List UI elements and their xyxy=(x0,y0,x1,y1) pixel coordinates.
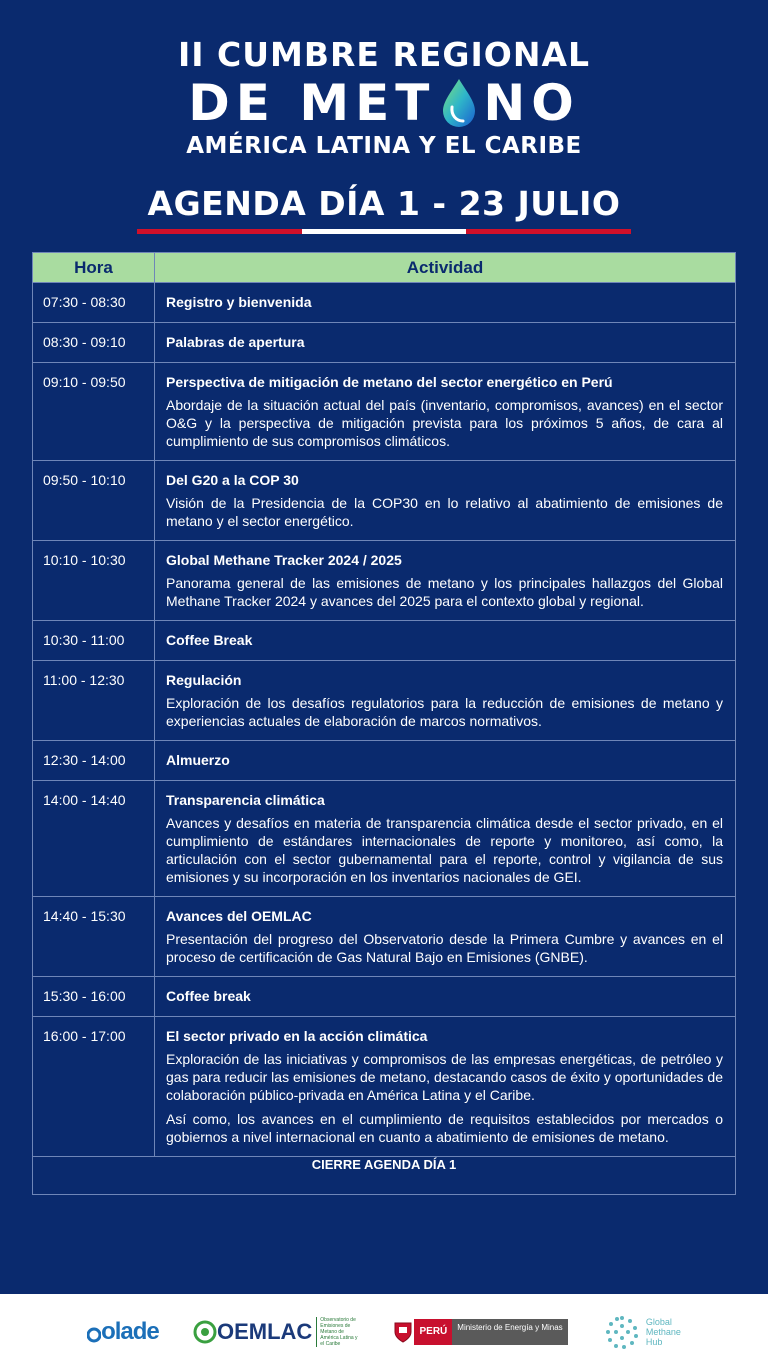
gmh-word-1: Global xyxy=(645,1316,672,1327)
methane-drop-icon xyxy=(439,77,479,129)
agenda-time: 14:40 - 15:30 xyxy=(33,897,155,977)
flag-red-left xyxy=(137,229,302,234)
activity-title: Del G20 a la COP 30 xyxy=(166,472,299,488)
activity-title: Palabras de apertura xyxy=(166,334,305,350)
table-header-row xyxy=(33,253,736,283)
table-row xyxy=(33,621,736,661)
olade-logo xyxy=(87,1318,159,1346)
sponsor-footer xyxy=(0,1294,768,1369)
agenda-activity xyxy=(155,977,736,1017)
agenda-activity xyxy=(155,661,736,741)
closing-row xyxy=(33,1157,736,1195)
title-line-2 xyxy=(0,74,768,132)
table-row xyxy=(33,363,736,461)
agenda-activity xyxy=(155,461,736,541)
activity-description: Exploración de los desafíos regulatorios para la reducción de emisiones de metano y experiencias actuales de elaboración de marcos normativos. xyxy=(166,695,723,729)
agenda-time: 16:00 - 17:00 xyxy=(33,1017,155,1157)
agenda-time: 09:10 - 09:50 xyxy=(33,363,155,461)
table-row xyxy=(33,283,736,323)
olade-wordmark: olade xyxy=(101,1317,159,1345)
agenda-time: 12:30 - 14:00 xyxy=(33,741,155,781)
agenda-body xyxy=(33,283,736,1157)
title-line-2-left: DE MET xyxy=(188,74,436,132)
activity-description: Avances y desafíos en materia de transparencia climática desde el sector privado, en el cumplimiento de estándares internacionales de reporte y monitoreo, así como, la articulación con el sector gubernamental para el reporte, control y vigilancia de sus emisiones y su incorporación en los inventarios nacionales de GEI. xyxy=(166,815,723,885)
table-row xyxy=(33,977,736,1017)
agenda-activity xyxy=(155,621,736,661)
column-header-time: Hora xyxy=(33,253,155,283)
agenda-time: 08:30 - 09:10 xyxy=(33,323,155,363)
peru-label: PERÚ xyxy=(414,1319,452,1345)
activity-description: Visión de la Presidencia de la COP30 en lo relativo al abatimiento de emisiones de metano y el sector energético. xyxy=(166,495,723,529)
flag-white xyxy=(302,229,467,234)
table-row xyxy=(33,897,736,977)
activity-description: Presentación del progreso del Observatorio desde la Primera Cumbre y avances en el proceso de certificación de Gas Natural Bajo en Emisiones (GNBE). xyxy=(166,931,723,965)
agenda-time: 11:00 - 12:30 xyxy=(33,661,155,741)
agenda-activity xyxy=(155,781,736,897)
gmh-word-2: Methane xyxy=(645,1326,681,1337)
ministry-label: Ministerio de Energía y Minas xyxy=(452,1319,567,1345)
title-line-1: II CUMBRE REGIONAL xyxy=(177,35,591,74)
olade-mark-icon xyxy=(87,1321,101,1343)
activity-title: El sector privado en la acción climática xyxy=(166,1028,428,1044)
activity-title: Regulación xyxy=(166,672,242,688)
minem-logo xyxy=(392,1319,567,1345)
title-line-2-right: NO xyxy=(483,74,580,132)
gmh-word-3: Hub xyxy=(645,1336,663,1347)
activity-title: Almuerzo xyxy=(166,752,230,768)
activity-description: Así como, los avances en el cumplimiento de requisitos establecidos por mercados o gobiernos a nivel internacional en cuanto a abatimiento de emisiones de metano. xyxy=(166,1111,723,1145)
agenda-activity xyxy=(155,283,736,323)
agenda-time: 09:50 - 10:10 xyxy=(33,461,155,541)
agenda-time: 10:30 - 11:00 xyxy=(33,621,155,661)
table-row xyxy=(33,1017,736,1157)
agenda-activity xyxy=(155,363,736,461)
activity-title: Perspectiva de mitigación de metano del sector energético en Perú xyxy=(166,374,613,390)
agenda-activity xyxy=(155,741,736,781)
event-header xyxy=(0,36,768,160)
oemlac-globe-icon xyxy=(193,1320,217,1344)
table-row xyxy=(33,541,736,621)
table-row xyxy=(33,661,736,741)
activity-description: Abordaje de la situación actual del país (inventario, compromisos, avances) en el sector O&G y la perspectiva de mitigación prevista para los próximos 5 años, de cara al cumplimiento de sus compromisos climáticos. xyxy=(166,397,723,449)
oemlac-logo xyxy=(193,1317,358,1347)
agenda-activity xyxy=(155,541,736,621)
agenda-time: 15:30 - 16:00 xyxy=(33,977,155,1017)
agenda-activity xyxy=(155,1017,736,1157)
peru-shield-icon xyxy=(392,1320,414,1344)
flag-divider xyxy=(137,229,631,234)
table-row xyxy=(33,741,736,781)
agenda-activity xyxy=(155,323,736,363)
table-row xyxy=(33,461,736,541)
activity-title: Avances del OEMLAC xyxy=(166,908,312,924)
table-row xyxy=(33,781,736,897)
activity-description: Panorama general de las emisiones de metano y los principales hallazgos del Global Methane Tracker 2024 y avances del 2025 para el contexto global y regional. xyxy=(166,575,723,609)
activity-title: Global Methane Tracker 2024 / 2025 xyxy=(166,552,402,568)
agenda-time: 10:10 - 10:30 xyxy=(33,541,155,621)
table-row xyxy=(33,323,736,363)
activity-title: Registro y bienvenida xyxy=(166,294,312,310)
global-methane-hub-logo xyxy=(602,1312,681,1352)
activity-title: Coffee Break xyxy=(166,632,253,648)
gmh-dots-icon xyxy=(602,1312,642,1352)
closing-label: CIERRE AGENDA DÍA 1 xyxy=(33,1157,736,1195)
flag-red-right xyxy=(466,229,631,234)
agenda-table xyxy=(32,252,736,1195)
activity-title: Transparencia climática xyxy=(166,792,325,808)
agenda-title: AGENDA DÍA 1 - 23 JULIO xyxy=(147,184,621,223)
activity-description: Exploración de las iniciativas y compromisos de las empresas energéticas, de petróleo y gas para reducir las emisiones de metano, destacando casos de éxito y oportunidades de colaboración público-privada en América Latina y el Caribe. xyxy=(166,1051,723,1103)
agenda-time: 14:00 - 14:40 xyxy=(33,781,155,897)
title-line-3: AMÉRICA LATINA Y EL CARIBE xyxy=(186,133,582,159)
oemlac-subtitle: Observatorio de Emisiones de Metano de América Latina y el Caribe xyxy=(316,1317,358,1347)
column-header-activity: Actividad xyxy=(155,253,736,283)
agenda-activity xyxy=(155,897,736,977)
oemlac-wordmark: OEMLAC xyxy=(216,1318,313,1344)
activity-title: Coffee break xyxy=(166,988,251,1004)
agenda-time: 07:30 - 08:30 xyxy=(33,283,155,323)
